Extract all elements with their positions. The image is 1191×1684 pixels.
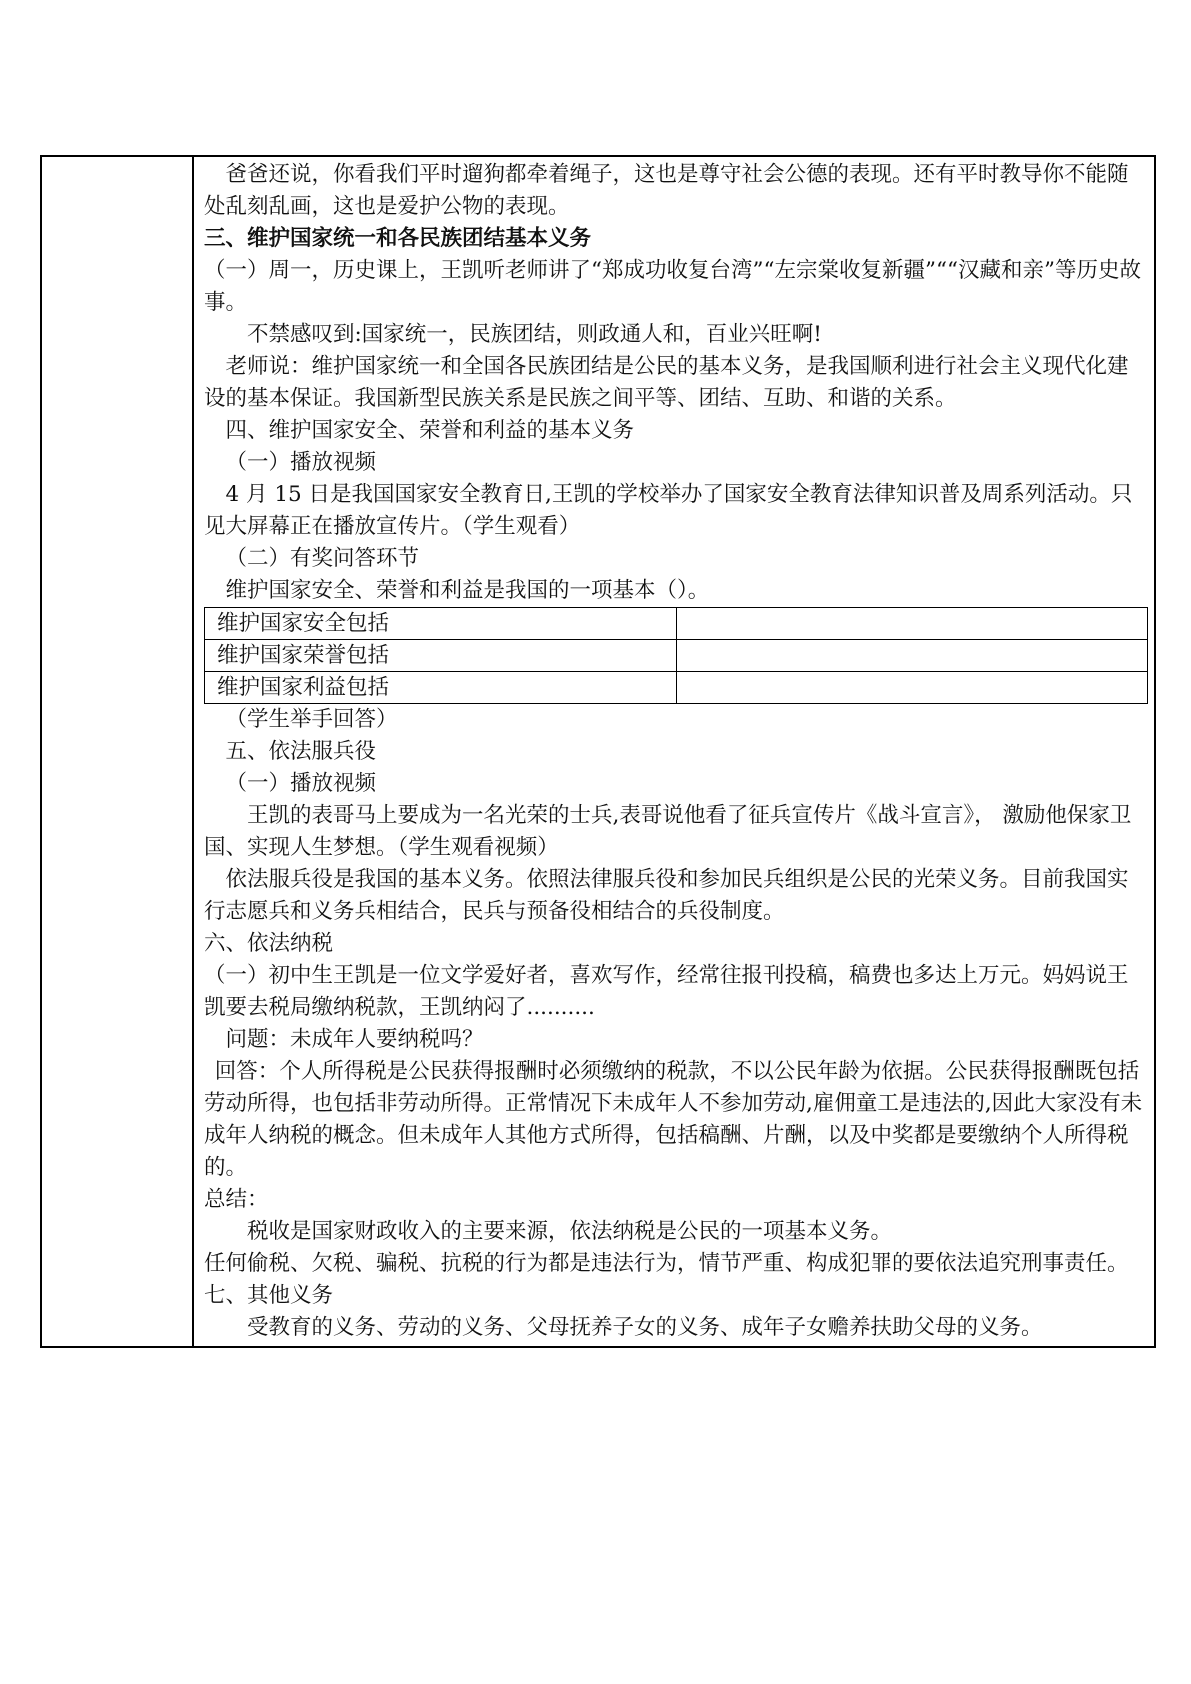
paragraph-dad-says: 爸爸还说，你看我们平时遛狗都牵着绳子，这也是尊守社会公德的表现。还有平时教导你不能随处乱刻乱画，这也是爱护公物的表现。 (204, 162, 1129, 219)
paragraph-writer-story: （一）初中生王凯是一位文学爱好者，喜欢写作，经常往报刊投稿，稿费也多达上万元。妈妈说王凯要去税局缴纳税款，王凯纳闷了.......... (204, 963, 1129, 1020)
quiz-label-cell: 维护国家利益包括 (205, 672, 677, 704)
paragraph-cousin-soldier: 王凯的表哥马上要成为一名光荣的士兵,表哥说他看了征兵宣传片《战斗宣言》， 激励他保家卫国、实现人生梦想。（学生观看视频） (204, 803, 1132, 860)
paragraph-tax-evasion: 任何偷税、欠税、骗税、抗税的行为都是违法行为，情节严重、构成犯罪的要依法追究刑事责任。 (204, 1251, 1129, 1276)
quiz-table (204, 607, 1148, 704)
heading-summary: 总结： (204, 1187, 269, 1212)
paragraph-question: 问题：未成年人要纳税吗？ (225, 1027, 484, 1052)
heading-section-5: 五、依法服兵役 (225, 739, 377, 764)
lesson-content (194, 157, 1154, 1346)
paragraph-tax-source: 税收是国家财政收入的主要来源，依法纳税是公民的一项基本义务。 (247, 1219, 893, 1244)
quiz-answer-cell (676, 608, 1148, 640)
quiz-label-cell: 维护国家荣誉包括 (205, 640, 677, 672)
quiz-row (205, 608, 1148, 640)
heading-section-6: 六、依法纳税 (204, 931, 334, 956)
quiz-row (205, 672, 1148, 704)
paragraph-security-day: 4 月 15 日是我国国家安全教育日,王凯的学校举办了国家安全教育法律知识普及周系列活动。只见大屏幕正在播放宣传片。（学生观看） (204, 482, 1133, 539)
paragraph-history-class: （一）周一，历史课上，王凯听老师讲了“郑成功收复台湾”“左宗棠收复新疆”““汉藏和亲”等历史故事。 (204, 258, 1141, 315)
paragraph-other-duties: 受教育的义务、劳动的义务、父母抚养子女的义务、成年子女赡养扶助父母的义务。 (247, 1315, 1043, 1340)
paragraph-answer: 回答：个人所得税是公民获得报酬时必须缴纳的税款，不以公民年龄为依据。公民获得报酬既包括劳动所得，也包括非劳动所得。正常情况下未成年人不参加劳动,雇佣童工是违法的,因此大家没有未成年人纳税的概念。但未成年人其他方式所得，包括稿酬、片酬，以及中奖都是要缴纳个人所得税的。 (204, 1059, 1143, 1180)
paragraph-sigh: 不禁感叹到:国家统一，民族团结，则政通人和，百业兴旺啊! (247, 322, 822, 347)
left-column-cell (41, 156, 193, 1347)
paragraph-teacher-says: 老师说：维护国家统一和全国各民族团结是公民的基本义务，是我国顺利进行社会主义现代化建设的基本保证。我国新型民族关系是民族之间平等、团结、互助、和谐的关系。 (204, 354, 1129, 411)
subheading-quiz: （二）有奖问答环节 (225, 546, 420, 571)
paragraph-military-service: 依法服兵役是我国的基本义务。依照法律服兵役和参加民兵组织是公民的光荣义务。目前我国实行志愿兵和义务兵相结合，民兵与预备役相结合的兵役制度。 (204, 867, 1129, 924)
subheading-play-video-1: （一）播放视频 (225, 450, 377, 475)
quiz-row (205, 640, 1148, 672)
lesson-plan-row (41, 156, 1155, 1347)
content-cell (193, 156, 1155, 1347)
lesson-plan-table (40, 155, 1156, 1348)
quiz-label-cell: 维护国家安全包括 (205, 608, 677, 640)
paragraph-students-answer: （学生举手回答） (225, 707, 398, 732)
heading-section-7: 七、其他义务 (204, 1283, 334, 1308)
quiz-answer-cell (676, 640, 1148, 672)
quiz-answer-cell (676, 672, 1148, 704)
subheading-play-video-2: （一）播放视频 (225, 771, 377, 796)
heading-section-4: 四、维护国家安全、荣誉和利益的基本义务 (225, 418, 635, 443)
paragraph-quiz-question: 维护国家安全、荣誉和利益是我国的一项基本（）。 (225, 578, 710, 603)
heading-section-3: 三、维护国家统一和各民族团结基本义务 (204, 226, 592, 251)
